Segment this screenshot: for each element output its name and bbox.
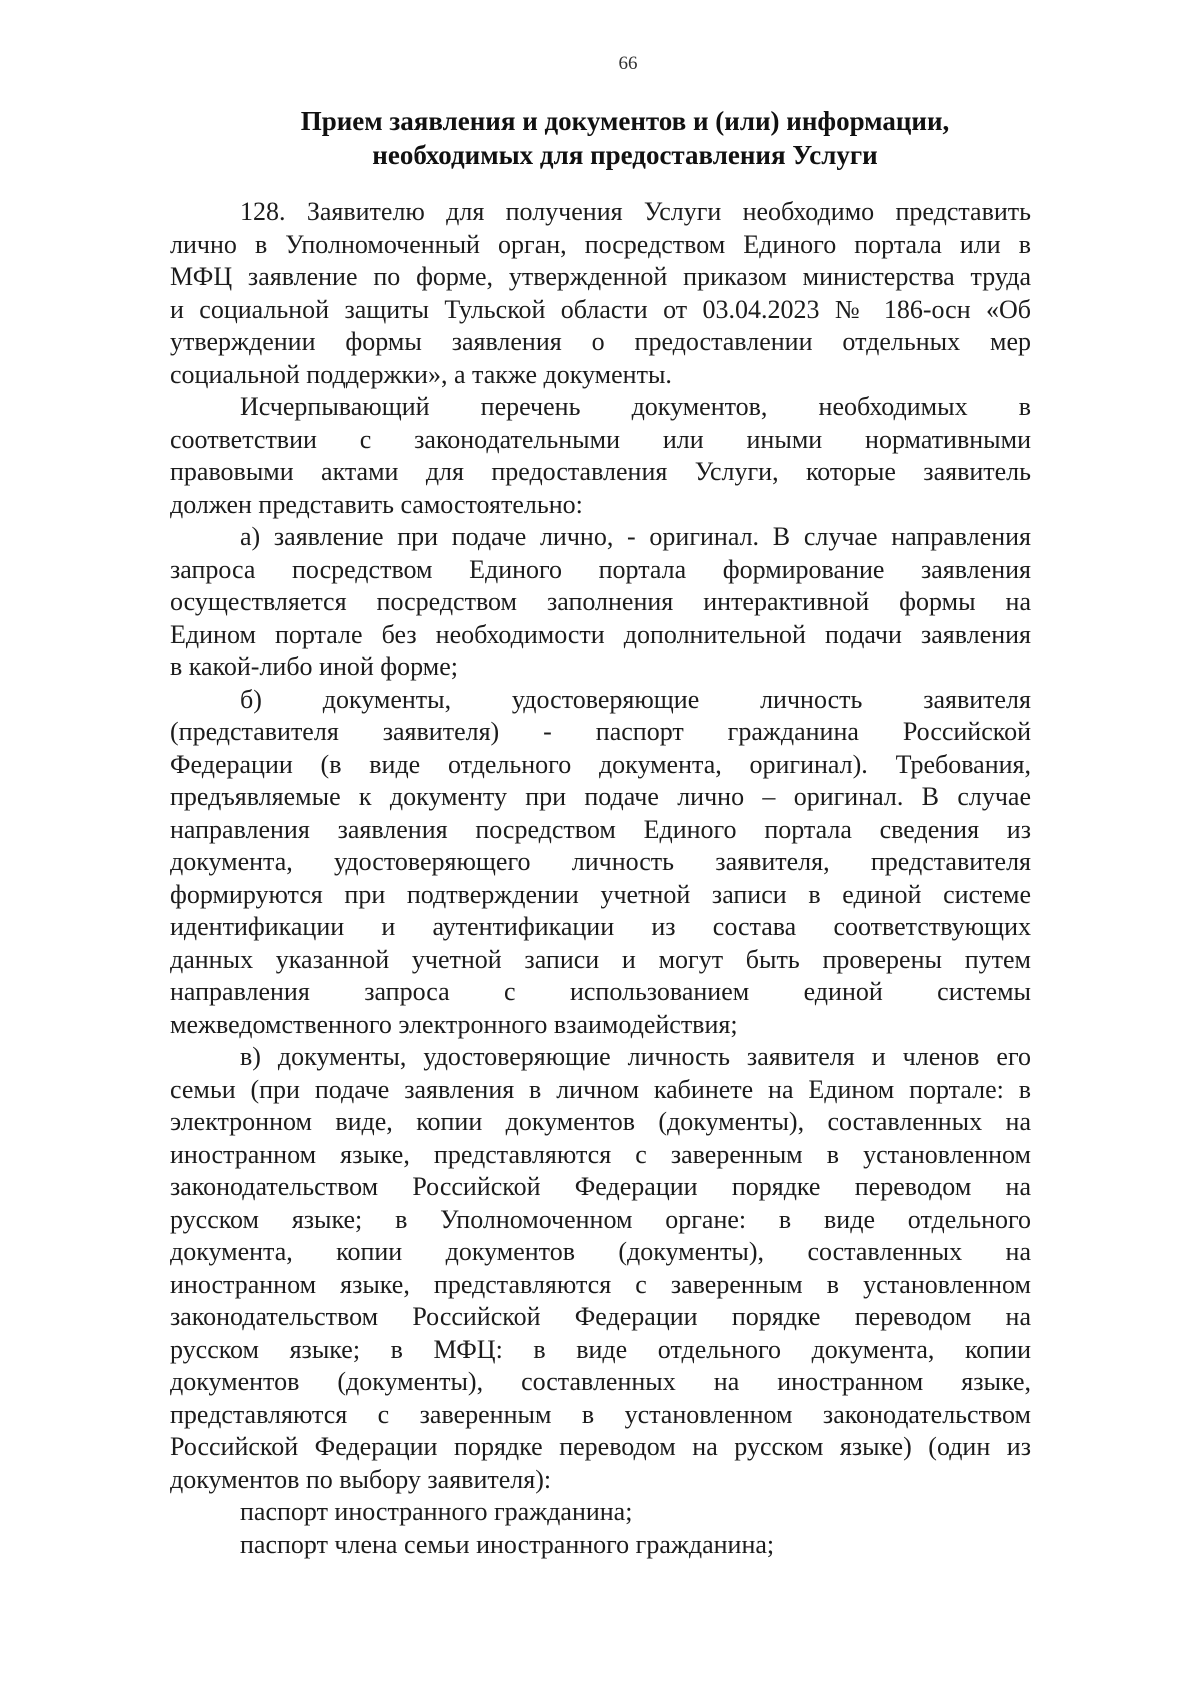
text-line: МФЦ заявление по форме, утвержденной приказом министерства труда (170, 262, 1031, 291)
text-line: документов по выбору заявителя): (170, 1464, 552, 1494)
text-line: предъявляемые к документу при подаче лично – оригинал. В случае (170, 782, 1031, 811)
text-line: идентификации и аутентификации из состава соответствующих (170, 912, 1031, 941)
body-text (170, 196, 1031, 1561)
text-line: направления запроса с использованием единой системы (170, 977, 1031, 1006)
text-line: формируются при подтверждении учетной записи в единой системе (170, 879, 1031, 909)
section-title (190, 104, 1060, 172)
text-line: лично в Уполномоченный орган, посредством Единого портала или в (170, 229, 1031, 259)
text-line: осуществляется посредством заполнения интерактивной формы на (170, 587, 1031, 616)
text-line: межведомственного электронного взаимодействия; (170, 1009, 738, 1039)
text-line: и социальной защиты Тульской области от 03.04.2023 № 186-осн «Об (170, 294, 1031, 324)
text-line: иностранном языке, представляются с заверенным в установленном (170, 1269, 1031, 1299)
text-line: социальной поддержки», а также документы. (170, 359, 672, 389)
text-line: иностранном языке, представляются с заверенным в установленном (170, 1139, 1031, 1169)
text-line: в какой-либо иной форме; (170, 652, 458, 681)
text-line: Едином портале без необходимости дополнительной подачи заявления (170, 619, 1031, 649)
text-line: документа, копии документов (документы), составленных на (170, 1237, 1031, 1266)
text-line: законодательством Российской Федерации порядке переводом на (170, 1302, 1031, 1331)
page-number: 66 (618, 53, 638, 74)
list-item: паспорт члена семьи иностранного гражданина; (240, 1529, 775, 1559)
text-line: в) документы, удостоверяющие личность заявителя и членов его (240, 1042, 1031, 1071)
list-item: паспорт иностранного гражданина; (240, 1497, 633, 1526)
text-line: должен представить самостоятельно: (170, 489, 583, 519)
text-line: соответствии с законодательными или иными нормативными (170, 424, 1031, 454)
text-line: электронном виде, копии документов (документы), составленных на (170, 1107, 1031, 1136)
text-line: семьи (при подаче заявления в личном кабинете на Едином портале: в (170, 1074, 1031, 1104)
text-line: 128. Заявителю для получения Услуги необходимо представить (240, 197, 1031, 226)
text-line: б) документы, удостоверяющие личность заявителя (240, 684, 1031, 714)
text-line: утверждении формы заявления о предоставлении отдельных мер (170, 327, 1031, 356)
text-line: правовыми актами для предоставления Услуги, которые заявитель (170, 457, 1031, 486)
text-line: русском языке; в МФЦ: в виде отдельного документа, копии (170, 1334, 1031, 1364)
text-line: Исчерпывающий перечень документов, необходимых в (240, 392, 1031, 421)
text-line: законодательством Российской Федерации порядке переводом на (170, 1172, 1031, 1201)
text-line: (представителя заявителя) - паспорт гражданина Российской (170, 717, 1031, 746)
text-line: Федерации (в виде отдельного документа, оригинал). Требования, (170, 749, 1031, 779)
section-title-line-2: необходимых для предоставления Услуги (372, 140, 878, 170)
text-line: направления заявления посредством Единого портала сведения из (170, 814, 1031, 844)
text-line: русском языке; в Уполномоченном органе: в виде отдельного (170, 1204, 1031, 1234)
text-line: представляются с заверенным в установленном законодательством (170, 1399, 1031, 1429)
text-line: Российской Федерации порядке переводом на русском языке) (один из (170, 1432, 1031, 1461)
text-line: документов (документы), составленных на иностранном языке, (170, 1367, 1031, 1396)
section-title-line-1: Прием заявления и документов и (или) информации, (300, 106, 950, 136)
text-line: данных указанной учетной записи и могут быть проверены путем (170, 944, 1031, 974)
text-line: запроса посредством Единого портала формирование заявления (170, 554, 1031, 584)
text-line: документа, удостоверяющего личность заявителя, представителя (170, 847, 1031, 876)
text-line: а) заявление при подаче лично, - оригинал. В случае направления (240, 522, 1031, 551)
